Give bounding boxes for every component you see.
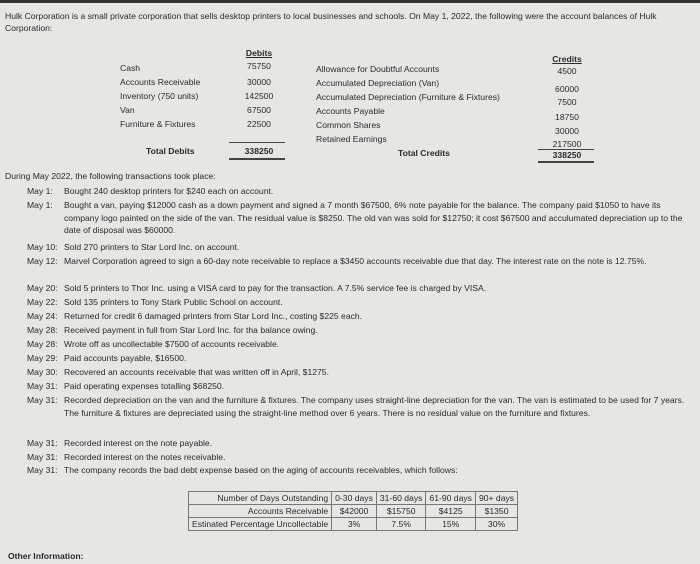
debit-label: Accounts Receivable (120, 77, 201, 87)
transaction-text: Recorded interest on the notes receivable. (64, 452, 226, 462)
debits-header: Debits (245, 48, 273, 58)
row-header: Accounts Receivable (189, 505, 332, 518)
transaction-item (27, 324, 697, 337)
transaction-text: Wrote off as uncollectable $7500 of accounts receivable. (64, 339, 280, 349)
transaction-text: Sold 135 printers to Tony Stark Public School on account. (64, 297, 283, 307)
transaction-date: May 22: (27, 297, 58, 307)
table-cell: 90+ days (475, 492, 517, 505)
credit-amount: 60000 (555, 84, 579, 94)
transaction-text: Recovered an accounts receivable that was written off in April, $1275. (64, 367, 329, 377)
transaction-item (27, 352, 697, 365)
debit-label: Furniture & Fixtures (120, 119, 196, 129)
transaction-item (27, 464, 697, 477)
aging-table (188, 491, 518, 531)
debit-double-rule (229, 158, 285, 160)
credit-double-rule (538, 161, 594, 163)
table-row (189, 492, 518, 505)
transaction-date: May 10: (27, 242, 58, 252)
debit-amount: 67500 (247, 105, 271, 115)
credit-label: Accounts Payable (316, 106, 385, 116)
table-cell: 31-60 days (376, 492, 426, 505)
other-information-heading: Other Information: (8, 551, 84, 561)
debit-label: Inventory (750 units) (120, 91, 199, 101)
transaction-date: May 12: (27, 256, 58, 266)
transaction-text: Recorded depreciation on the van and the furniture & fixtures. The company uses straight-line depreciation for the van. The van is estimated to be used for 7 years. The furniture & fixtures are depreciated using the straight-line method over 6 years. There is no residual value on the furniture and fixtures. (64, 395, 685, 418)
table-cell: $15750 (376, 505, 426, 518)
table-cell: $4125 (426, 505, 476, 518)
total-debits-label: Total Debits (146, 146, 195, 156)
table-row (189, 518, 518, 531)
transaction-date: May 20: (27, 283, 58, 293)
table-cell: 7.5% (376, 518, 426, 531)
transaction-item (27, 296, 697, 309)
transaction-text: Sold 5 printers to Thor Inc. using a VISA card to pay for the transaction. A 7.5% service fee is charged by VISA. (64, 283, 487, 293)
transaction-item (27, 338, 697, 351)
transaction-item (27, 199, 697, 237)
transaction-text: Paid operating expenses totalling $68250. (64, 381, 225, 391)
table-cell: 15% (426, 518, 476, 531)
transaction-item (27, 380, 697, 393)
debit-total-rule (229, 142, 285, 143)
transaction-date: May 31: (27, 438, 58, 448)
credit-amount: 30000 (555, 126, 579, 136)
credit-amount: 7500 (557, 97, 577, 107)
debit-amount: 22500 (247, 119, 271, 129)
transaction-date: May 31: (27, 395, 58, 405)
credit-label: Common Shares (316, 120, 381, 130)
transaction-date: May 1: (27, 200, 53, 210)
transaction-date: May 29: (27, 353, 58, 363)
transaction-text: Recorded interest on the note payable. (64, 438, 213, 448)
transaction-item (27, 310, 697, 323)
transaction-item (27, 394, 697, 419)
transaction-date: May 31: (27, 381, 58, 391)
credit-amount: 217500 (552, 139, 582, 149)
transaction-date: May 1: (27, 186, 53, 196)
credit-label: Retained Earnings (316, 134, 387, 144)
transaction-item (27, 366, 697, 379)
debit-amount: 142500 (244, 91, 274, 101)
total-credits: 338250 (552, 150, 582, 160)
transaction-item (27, 451, 697, 464)
table-cell: 0-30 days (332, 492, 377, 505)
transaction-item (27, 282, 697, 295)
table-cell: 30% (475, 518, 517, 531)
transactions-intro: During May 2022, the following transactions took place: (5, 171, 216, 181)
credits-header: Credits (552, 54, 582, 64)
credit-amount: 18750 (555, 112, 579, 122)
credit-amount: 4500 (557, 66, 577, 76)
transaction-text: Bought a van, paying $12000 cash as a down payment and signed a 7 month $67500, 6% note payable for the balance. The company paid $1050 to have its company logo painted on the side of the van. The residual value is $8250. The old van was sold for $12750; it cost $67500 and acculumated depreciation up to the date of disposal was $60000. (64, 200, 683, 235)
debit-label: Cash (120, 63, 141, 73)
transaction-date: May 24: (27, 311, 58, 321)
credit-label: Accumulated Depreciation (Van) (316, 78, 440, 88)
transaction-text: Received payment in full from Star Lord Inc. for tha balance owing. (64, 325, 318, 335)
transaction-text: Marvel Corporation agreed to sign a 60-day note receivable to replace a $3450 accounts receivable due that day. The interest rate on the note is 12.75%. (64, 256, 647, 266)
total-credits-label: Total Credits (398, 148, 450, 158)
debit-amount: 75750 (247, 61, 271, 71)
table-row (189, 505, 518, 518)
transaction-text: Bought 240 desktop printers for $240 each on account. (64, 186, 274, 196)
transaction-date: May 31: (27, 465, 58, 475)
debit-amount: 30000 (247, 77, 271, 87)
table-cell: $1350 (475, 505, 517, 518)
debit-label: Van (120, 105, 135, 115)
transaction-text: Paid accounts payable, $16500. (64, 353, 187, 363)
credit-label: Accumulated Depreciation (Furniture & Fixtures) (316, 92, 500, 102)
credit-label: Allowance for Doubtful Accounts (316, 64, 440, 74)
transaction-item (27, 255, 697, 268)
transaction-date: May 28: (27, 339, 58, 349)
row-header: Number of Days Outstanding (189, 492, 332, 505)
table-cell: $42000 (332, 505, 377, 518)
row-header: Estinated Percentage Uncollectable (189, 518, 332, 531)
transaction-item (27, 437, 697, 450)
transaction-text: The company records the bad debt expense based on the aging of accounts receivables, which follows: (64, 465, 458, 475)
transaction-date: May 28: (27, 325, 58, 335)
transaction-date: May 30: (27, 367, 58, 377)
transaction-date: May 31: (27, 452, 58, 462)
transaction-item (27, 185, 697, 198)
transaction-item (27, 241, 697, 254)
intro-text: Hulk Corporation is a small private corporation that sells desktop printers to local businesses and schools. On May 1, 2022, the following were the account balances of Hulk Corporation: (5, 11, 657, 33)
total-debits: 338250 (244, 146, 274, 156)
transaction-text: Sold 270 printers to Star Lord Inc. on account. (64, 242, 240, 252)
table-cell: 61-90 days (426, 492, 476, 505)
table-cell: 3% (332, 518, 377, 531)
transaction-text: Returned for credit 6 damaged printers from Star Lord Inc., costing $225 each. (64, 311, 363, 321)
top-bar (0, 0, 700, 3)
